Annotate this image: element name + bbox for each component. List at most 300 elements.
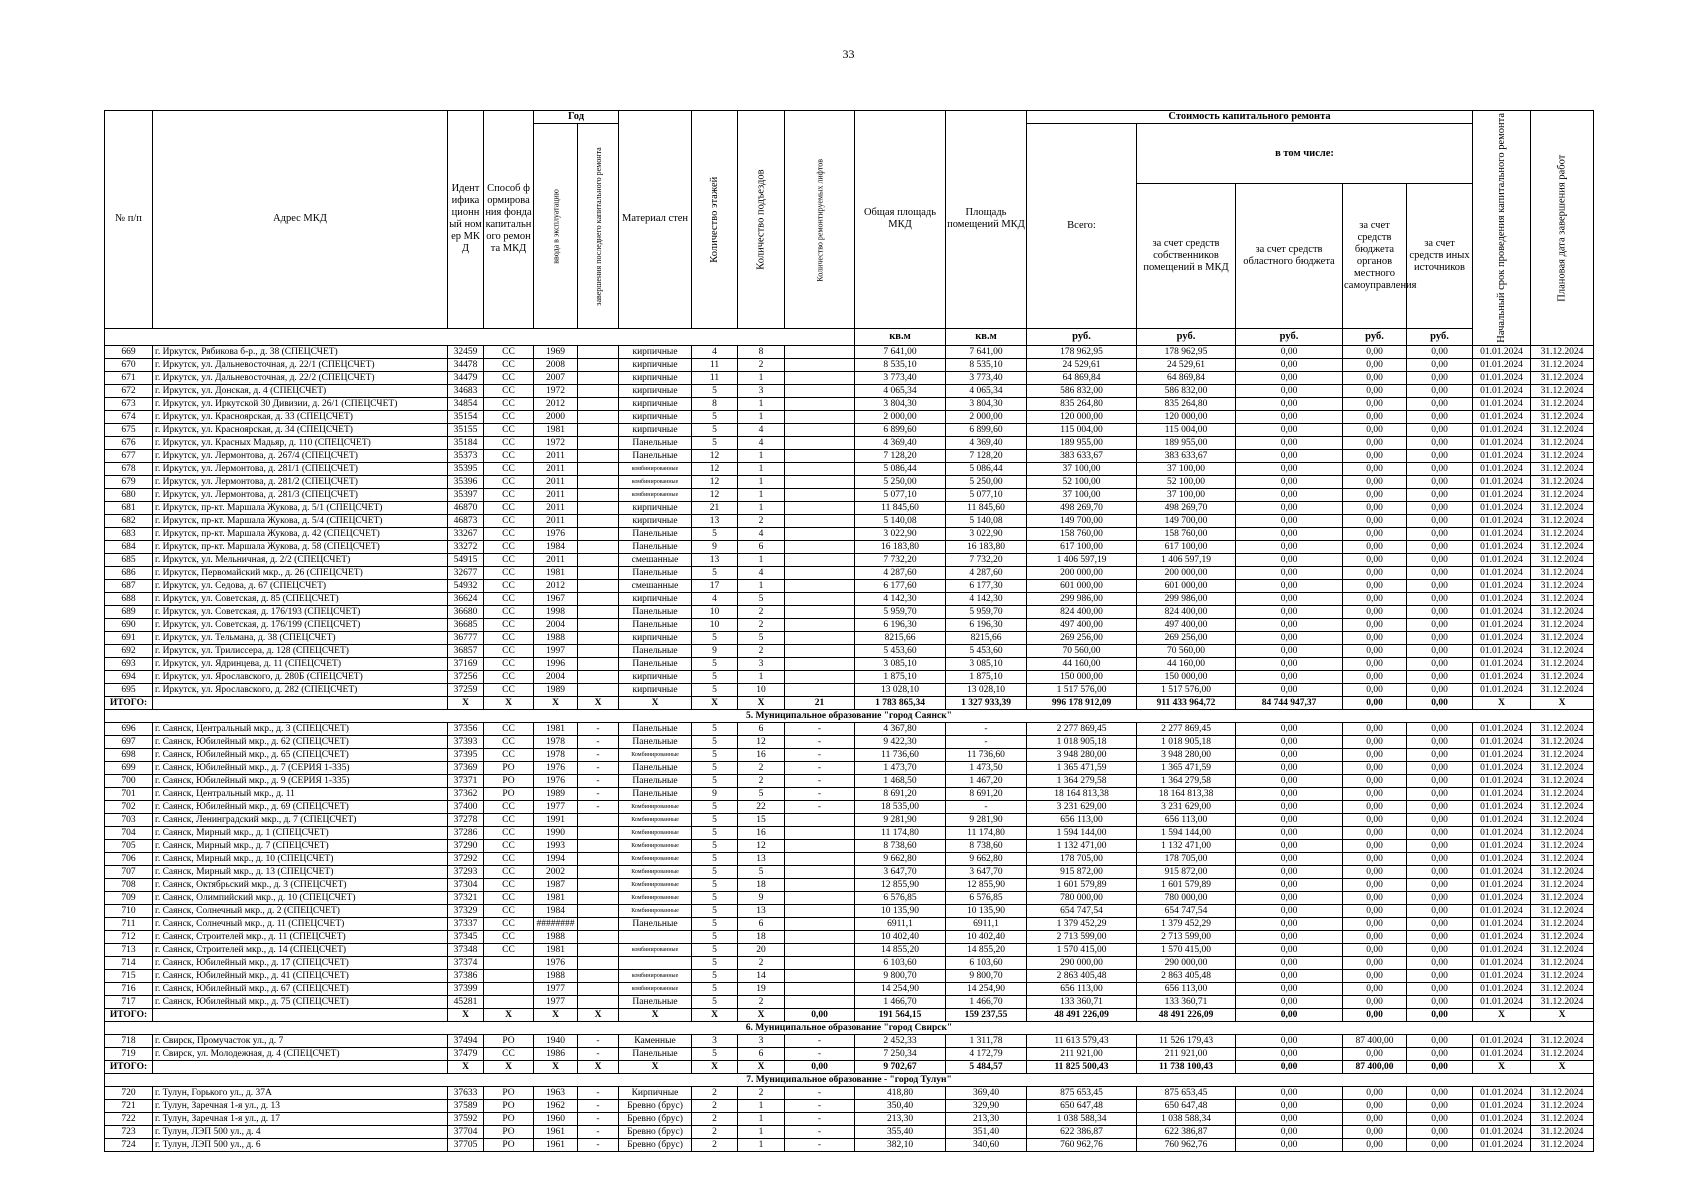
floors-cell: X	[692, 1008, 738, 1021]
room-area-cell: 5 077,10	[946, 488, 1027, 501]
lifts-cell	[785, 891, 855, 904]
floors-cell: 5	[692, 722, 738, 735]
cost-other-cell: 0,00	[1407, 1034, 1473, 1047]
wall-material-cell: Панельные	[619, 618, 692, 631]
lifts-cell	[785, 449, 855, 462]
fund-method-cell: СС	[484, 371, 534, 384]
mkd-id-cell: 34683	[448, 384, 484, 397]
address-cell: г. Иркутск, ул. Лермонтова, д. 267/4 (СПЕЦСЧЕТ)	[153, 449, 448, 462]
year-last-repair-cell	[578, 475, 619, 488]
table-row	[105, 618, 1594, 631]
address-cell: г. Саянск, Строителей мкр., д. 14 (СПЕЦСЧЕТ)	[153, 943, 448, 956]
lifts-cell	[785, 397, 855, 410]
year-built-cell: 1977	[534, 800, 578, 813]
cost-total-cell: 498 269,70	[1027, 501, 1137, 514]
row-number-cell: 690	[105, 618, 153, 631]
cost-other-cell: 0,00	[1407, 358, 1473, 371]
cost-total-cell: 622 386,87	[1027, 1125, 1137, 1138]
total-area-cell: 4 065,34	[855, 384, 946, 397]
fund-method-cell: РО	[484, 774, 534, 787]
cost-other-cell: 0,00	[1407, 683, 1473, 696]
row-number-cell: 673	[105, 397, 153, 410]
cost-owners-cell: 586 832,00	[1137, 384, 1236, 397]
end-date-cell: 31.12.2024	[1531, 371, 1594, 384]
cost-local-cell: 0,00	[1343, 462, 1407, 475]
entrances-cell: 18	[738, 878, 785, 891]
cost-regional-cell: 0,00	[1236, 1060, 1343, 1073]
row-number-cell: ИТОГО:	[105, 1008, 153, 1021]
row-number-cell: 670	[105, 358, 153, 371]
mkd-id-cell: 33272	[448, 540, 484, 553]
header-start-date: Начальный срок проведения капитального ремонта	[1473, 111, 1531, 346]
mkd-id-cell: 35397	[448, 488, 484, 501]
cost-owners-cell: 622 386,87	[1137, 1125, 1236, 1138]
fund-method-cell: СС	[484, 800, 534, 813]
fund-method-cell: СС	[484, 592, 534, 605]
start-date-cell: 01.01.2024	[1473, 683, 1531, 696]
row-number-cell: 671	[105, 371, 153, 384]
year-last-repair-cell	[578, 553, 619, 566]
cost-local-cell: 0,00	[1343, 670, 1407, 683]
address-cell	[153, 1008, 448, 1021]
mkd-id-cell: 37374	[448, 956, 484, 969]
room-area-cell: 4 369,40	[946, 436, 1027, 449]
cost-owners-cell: 824 400,00	[1137, 605, 1236, 618]
total-area-cell: 9 702,67	[855, 1060, 946, 1073]
end-date-cell: 31.12.2024	[1531, 826, 1594, 839]
fund-method-cell: СС	[484, 384, 534, 397]
address-cell: г. Иркутск, пр-кт. Маршала Жукова, д. 42 (СПЕЦСЧЕТ)	[153, 527, 448, 540]
wall-material-cell: Бревно (брус)	[619, 1099, 692, 1112]
table-row	[105, 787, 1594, 800]
cost-other-cell: 0,00	[1407, 878, 1473, 891]
start-date-cell: 01.01.2024	[1473, 1086, 1531, 1099]
wall-material-cell: Панельные	[619, 566, 692, 579]
wall-material-cell: Комбинированные	[619, 748, 692, 761]
entrances-cell: 3	[738, 657, 785, 670]
end-date-cell: 31.12.2024	[1531, 735, 1594, 748]
lifts-cell: -	[785, 1099, 855, 1112]
row-number-cell: 700	[105, 774, 153, 787]
entrances-cell: 19	[738, 982, 785, 995]
room-area-cell: 10 402,40	[946, 930, 1027, 943]
fund-method-cell: СС	[484, 436, 534, 449]
cost-total-cell: 996 178 912,09	[1027, 696, 1137, 709]
room-area-cell: 340,60	[946, 1138, 1027, 1151]
year-last-repair-cell	[578, 410, 619, 423]
floors-cell: 5	[692, 969, 738, 982]
cost-other-cell: 0,00	[1407, 605, 1473, 618]
room-area-cell: 3 804,30	[946, 397, 1027, 410]
wall-material-cell: кирпичные	[619, 631, 692, 644]
room-area-cell: 213,30	[946, 1112, 1027, 1125]
table-row	[105, 1034, 1594, 1047]
fund-method-cell	[484, 969, 534, 982]
year-built-cell: 1977	[534, 982, 578, 995]
room-area-cell: 351,40	[946, 1125, 1027, 1138]
year-last-repair-cell	[578, 423, 619, 436]
floors-cell: 5	[692, 566, 738, 579]
total-area-cell: 1 783 865,34	[855, 696, 946, 709]
year-built-cell: X	[534, 696, 578, 709]
mkd-id-cell: 37395	[448, 748, 484, 761]
entrances-cell: 2	[738, 956, 785, 969]
address-cell: г. Иркутск, ул. Дальневосточная, д. 22/2 (СПЕЦСЧЕТ)	[153, 371, 448, 384]
cost-other-cell: 0,00	[1407, 410, 1473, 423]
row-number-cell: 719	[105, 1047, 153, 1060]
cost-owners-cell: 1 601 579,89	[1137, 878, 1236, 891]
lifts-cell	[785, 657, 855, 670]
mkd-id-cell: 37592	[448, 1112, 484, 1125]
cost-owners-cell: 915 872,00	[1137, 865, 1236, 878]
cost-owners-cell: 835 264,80	[1137, 397, 1236, 410]
cost-regional-cell: 0,00	[1236, 449, 1343, 462]
year-last-repair-cell	[578, 501, 619, 514]
lifts-cell: -	[785, 1125, 855, 1138]
cost-regional-cell: 0,00	[1236, 943, 1343, 956]
end-date-cell: 31.12.2024	[1531, 800, 1594, 813]
header-other: за счет средств иных источников	[1407, 184, 1473, 329]
lifts-cell: -	[785, 1086, 855, 1099]
wall-material-cell: Панельные	[619, 722, 692, 735]
total-area-cell: 355,40	[855, 1125, 946, 1138]
floors-cell: 5	[692, 852, 738, 865]
address-cell: г. Саянск, Центральный мкр., д. 3 (СПЕЦСЧЕТ)	[153, 722, 448, 735]
fund-method-cell: СС	[484, 839, 534, 852]
wall-material-cell: Комбинированные	[619, 813, 692, 826]
year-built-cell: 1972	[534, 436, 578, 449]
row-number-cell: 705	[105, 839, 153, 852]
cost-owners-cell: 44 160,00	[1137, 657, 1236, 670]
lifts-cell	[785, 566, 855, 579]
row-number-cell: 680	[105, 488, 153, 501]
table-row	[105, 839, 1594, 852]
cost-owners-cell: 149 700,00	[1137, 514, 1236, 527]
floors-cell: 21	[692, 501, 738, 514]
row-number-cell: 677	[105, 449, 153, 462]
address-cell: г. Саянск, Ленинградский мкр., д. 7 (СПЕЦСЧЕТ)	[153, 813, 448, 826]
end-date-cell: 31.12.2024	[1531, 1125, 1594, 1138]
cost-other-cell: 0,00	[1407, 1086, 1473, 1099]
floors-cell: X	[692, 696, 738, 709]
end-date-cell: X	[1531, 696, 1594, 709]
table-body	[105, 345, 1594, 1151]
cost-owners-cell: 1 018 905,18	[1137, 735, 1236, 748]
total-area-cell: 4 367,80	[855, 722, 946, 735]
cost-other-cell: 0,00	[1407, 774, 1473, 787]
room-area-cell: 4 065,34	[946, 384, 1027, 397]
table-row	[105, 1047, 1594, 1060]
room-area-cell: -	[946, 800, 1027, 813]
table-row	[105, 722, 1594, 735]
cost-local-cell: 0,00	[1343, 943, 1407, 956]
wall-material-cell: Бревно (брус)	[619, 1138, 692, 1151]
fund-method-cell: СС	[484, 891, 534, 904]
cost-owners-cell: 1 132 471,00	[1137, 839, 1236, 852]
unit-room-area: кв.м	[946, 328, 1027, 345]
year-built-cell: 1976	[534, 527, 578, 540]
total-area-cell: 8215,66	[855, 631, 946, 644]
lifts-cell	[785, 982, 855, 995]
cost-owners-cell: 48 491 226,09	[1137, 1008, 1236, 1021]
wall-material-cell: Панельные	[619, 1047, 692, 1060]
entrances-cell: 1	[738, 475, 785, 488]
fund-method-cell: СС	[484, 566, 534, 579]
row-number-cell: ИТОГО:	[105, 1060, 153, 1073]
cost-regional-cell: 0,00	[1236, 592, 1343, 605]
year-built-cell: 2011	[534, 514, 578, 527]
table-row	[105, 969, 1594, 982]
year-last-repair-cell	[578, 449, 619, 462]
row-number-cell: 710	[105, 904, 153, 917]
end-date-cell: 31.12.2024	[1531, 683, 1594, 696]
cost-local-cell: 0,00	[1343, 904, 1407, 917]
mkd-id-cell: 37386	[448, 969, 484, 982]
cost-other-cell: 0,00	[1407, 956, 1473, 969]
cost-total-cell: 189 955,00	[1027, 436, 1137, 449]
year-built-cell: 1987	[534, 878, 578, 891]
row-number-cell: 717	[105, 995, 153, 1008]
lifts-cell	[785, 969, 855, 982]
header-year-group: Год	[534, 111, 619, 124]
mkd-id-cell: 37329	[448, 904, 484, 917]
entrances-cell: 9	[738, 891, 785, 904]
cost-other-cell: 0,00	[1407, 397, 1473, 410]
total-area-cell: 9 800,70	[855, 969, 946, 982]
year-last-repair-cell	[578, 644, 619, 657]
lifts-cell: -	[785, 800, 855, 813]
lifts-cell	[785, 488, 855, 501]
mkd-id-cell: 35155	[448, 423, 484, 436]
room-area-cell: 3 085,10	[946, 657, 1027, 670]
cost-other-cell: 0,00	[1407, 1099, 1473, 1112]
lifts-cell	[785, 384, 855, 397]
lifts-cell	[785, 995, 855, 1008]
wall-material-cell: кирпичные	[619, 358, 692, 371]
entrances-cell: 12	[738, 839, 785, 852]
cost-other-cell: 0,00	[1407, 891, 1473, 904]
floors-cell: 10	[692, 618, 738, 631]
lifts-cell	[785, 592, 855, 605]
year-built-cell: 1981	[534, 943, 578, 956]
address-cell: г. Иркутск, пр-кт. Маршала Жукова, д. 58 (СПЕЦСЧЕТ)	[153, 540, 448, 553]
end-date-cell: 31.12.2024	[1531, 748, 1594, 761]
floors-cell: 13	[692, 553, 738, 566]
mkd-id-cell: 32677	[448, 566, 484, 579]
room-area-cell: 3 022,90	[946, 527, 1027, 540]
cost-total-cell: 760 962,76	[1027, 1138, 1137, 1151]
room-area-cell: 16 183,80	[946, 540, 1027, 553]
cost-owners-cell: 1 517 576,00	[1137, 683, 1236, 696]
cost-regional-cell: 0,00	[1236, 384, 1343, 397]
row-number-cell: 713	[105, 943, 153, 956]
year-last-repair-cell: -	[578, 761, 619, 774]
total-area-cell: 3 022,90	[855, 527, 946, 540]
fund-method-cell: СС	[484, 449, 534, 462]
cost-local-cell: 0,00	[1343, 384, 1407, 397]
year-last-repair-cell	[578, 527, 619, 540]
lifts-cell	[785, 579, 855, 592]
total-area-cell: 8 691,20	[855, 787, 946, 800]
room-area-cell: 10 135,90	[946, 904, 1027, 917]
mkd-id-cell: 36777	[448, 631, 484, 644]
row-number-cell: 681	[105, 501, 153, 514]
cost-local-cell: 0,00	[1343, 631, 1407, 644]
mkd-id-cell: 37337	[448, 917, 484, 930]
cost-owners-cell: 498 269,70	[1137, 501, 1236, 514]
cost-other-cell: 0,00	[1407, 553, 1473, 566]
cost-local-cell: 0,00	[1343, 579, 1407, 592]
room-area-cell: 6 576,85	[946, 891, 1027, 904]
header-units-blank	[105, 328, 855, 345]
header-year-last-repair: завершения последнего капитального ремонта	[578, 124, 619, 329]
mkd-id-cell: 37293	[448, 865, 484, 878]
cost-other-cell: 0,00	[1407, 748, 1473, 761]
start-date-cell: 01.01.2024	[1473, 514, 1531, 527]
lifts-cell: -	[785, 774, 855, 787]
wall-material-cell: Панельные	[619, 774, 692, 787]
table-row	[105, 774, 1594, 787]
header-room-area: Площадь помещений МКД	[946, 111, 1027, 329]
cost-other-cell: 0,00	[1407, 579, 1473, 592]
cost-regional-cell: 0,00	[1236, 1047, 1343, 1060]
cost-other-cell: 0,00	[1407, 501, 1473, 514]
table-row	[105, 813, 1594, 826]
table-row	[105, 917, 1594, 930]
floors-cell: 5	[692, 423, 738, 436]
room-area-cell: 14 855,20	[946, 943, 1027, 956]
lifts-cell: -	[785, 787, 855, 800]
entrances-cell: 2	[738, 514, 785, 527]
cost-owners-cell: 115 004,00	[1137, 423, 1236, 436]
row-number-cell: 676	[105, 436, 153, 449]
end-date-cell: 31.12.2024	[1531, 423, 1594, 436]
table-header	[105, 111, 1594, 346]
row-number-cell: 722	[105, 1112, 153, 1125]
row-number-cell: 691	[105, 631, 153, 644]
mkd-id-cell: 36857	[448, 644, 484, 657]
floors-cell: 2	[692, 1099, 738, 1112]
wall-material-cell: Комбинированные	[619, 839, 692, 852]
mkd-id-cell: 37633	[448, 1086, 484, 1099]
room-area-cell: 329,90	[946, 1099, 1027, 1112]
cost-other-cell: 0,00	[1407, 1138, 1473, 1151]
cost-total-cell: 1 406 597,19	[1027, 553, 1137, 566]
fund-method-cell: СС	[484, 345, 534, 358]
fund-method-cell: СС	[484, 514, 534, 527]
row-number-cell: 699	[105, 761, 153, 774]
row-number-cell: 672	[105, 384, 153, 397]
cost-regional-cell: 0,00	[1236, 345, 1343, 358]
wall-material-cell: Кирпичные	[619, 1086, 692, 1099]
end-date-cell: 31.12.2024	[1531, 449, 1594, 462]
year-last-repair-cell	[578, 371, 619, 384]
mkd-id-cell: 37356	[448, 722, 484, 735]
cost-regional-cell: 0,00	[1236, 644, 1343, 657]
cost-owners-cell: 269 256,00	[1137, 631, 1236, 644]
row-number-cell: 714	[105, 956, 153, 969]
cost-total-cell: 211 921,00	[1027, 1047, 1137, 1060]
lifts-cell	[785, 956, 855, 969]
start-date-cell: 01.01.2024	[1473, 865, 1531, 878]
floors-cell: 5	[692, 956, 738, 969]
address-cell: г. Иркутск, ул. Ярославского, д. 280Б (СПЕЦСЧЕТ)	[153, 670, 448, 683]
year-last-repair-cell: -	[578, 1125, 619, 1138]
start-date-cell: 01.01.2024	[1473, 501, 1531, 514]
entrances-cell: 1	[738, 670, 785, 683]
total-area-cell: 1 473,70	[855, 761, 946, 774]
mkd-id-cell: 35154	[448, 410, 484, 423]
total-area-cell: 10 402,40	[855, 930, 946, 943]
floors-cell: 11	[692, 371, 738, 384]
unit-cost-total: руб.	[1027, 328, 1137, 345]
section-row	[105, 1073, 1594, 1086]
fund-method-cell: СС	[484, 826, 534, 839]
lifts-cell: -	[785, 722, 855, 735]
lifts-cell	[785, 345, 855, 358]
room-area-cell: 3 773,40	[946, 371, 1027, 384]
end-date-cell: 31.12.2024	[1531, 1047, 1594, 1060]
wall-material-cell: Комбинированные	[619, 878, 692, 891]
wall-material-cell: кирпичные	[619, 371, 692, 384]
fund-method-cell: СС	[484, 631, 534, 644]
cost-total-cell: 656 113,00	[1027, 813, 1137, 826]
cost-other-cell: 0,00	[1407, 969, 1473, 982]
total-area-cell: 7 128,20	[855, 449, 946, 462]
year-built-cell: 1940	[534, 1034, 578, 1047]
address-cell: г. Иркутск, пр-кт. Маршала Жукова, д. 5/4 (СПЕЦСЧЕТ)	[153, 514, 448, 527]
entrances-cell: 1	[738, 579, 785, 592]
cost-other-cell: 0,00	[1407, 839, 1473, 852]
year-last-repair-cell	[578, 592, 619, 605]
year-built-cell: 1986	[534, 1047, 578, 1060]
cost-regional-cell: 0,00	[1236, 488, 1343, 501]
start-date-cell: 01.01.2024	[1473, 787, 1531, 800]
mkd-id-cell: 36685	[448, 618, 484, 631]
wall-material-cell: Комбинированные	[619, 865, 692, 878]
cost-other-cell: 0,00	[1407, 566, 1473, 579]
cost-owners-cell: 200 000,00	[1137, 566, 1236, 579]
table-row	[105, 384, 1594, 397]
cost-owners-cell: 1 594 144,00	[1137, 826, 1236, 839]
cost-regional-cell: 0,00	[1236, 852, 1343, 865]
end-date-cell: 31.12.2024	[1531, 397, 1594, 410]
address-cell: г. Иркутск, пр-кт. Маршала Жукова, д. 5/1 (СПЕЦСЧЕТ)	[153, 501, 448, 514]
cost-total-cell: 586 832,00	[1027, 384, 1137, 397]
mkd-id-cell: 46873	[448, 514, 484, 527]
header-floors: Количество этажей	[692, 111, 738, 329]
row-number-cell: 723	[105, 1125, 153, 1138]
end-date-cell: 31.12.2024	[1531, 1034, 1594, 1047]
row-number-cell: 694	[105, 670, 153, 683]
floors-cell: 5	[692, 1047, 738, 1060]
cost-total-cell: 115 004,00	[1027, 423, 1137, 436]
unit-regional: руб.	[1236, 328, 1343, 345]
cost-other-cell: 0,00	[1407, 735, 1473, 748]
start-date-cell: 01.01.2024	[1473, 345, 1531, 358]
floors-cell: 2	[692, 1138, 738, 1151]
row-number-cell: 695	[105, 683, 153, 696]
address-cell: г. Иркутск, ул. Донская, д. 4 (СПЕЦСЧЕТ)	[153, 384, 448, 397]
cost-owners-cell: 24 529,61	[1137, 358, 1236, 371]
mkd-id-cell: 37321	[448, 891, 484, 904]
mkd-id-cell: 37169	[448, 657, 484, 670]
year-built-cell: 1969	[534, 345, 578, 358]
lifts-cell	[785, 644, 855, 657]
address-cell: г. Свирск, ул. Молодежная, д. 4 (СПЕЦСЧЕТ)	[153, 1047, 448, 1060]
year-built-cell: 1972	[534, 384, 578, 397]
row-number-cell: 703	[105, 813, 153, 826]
